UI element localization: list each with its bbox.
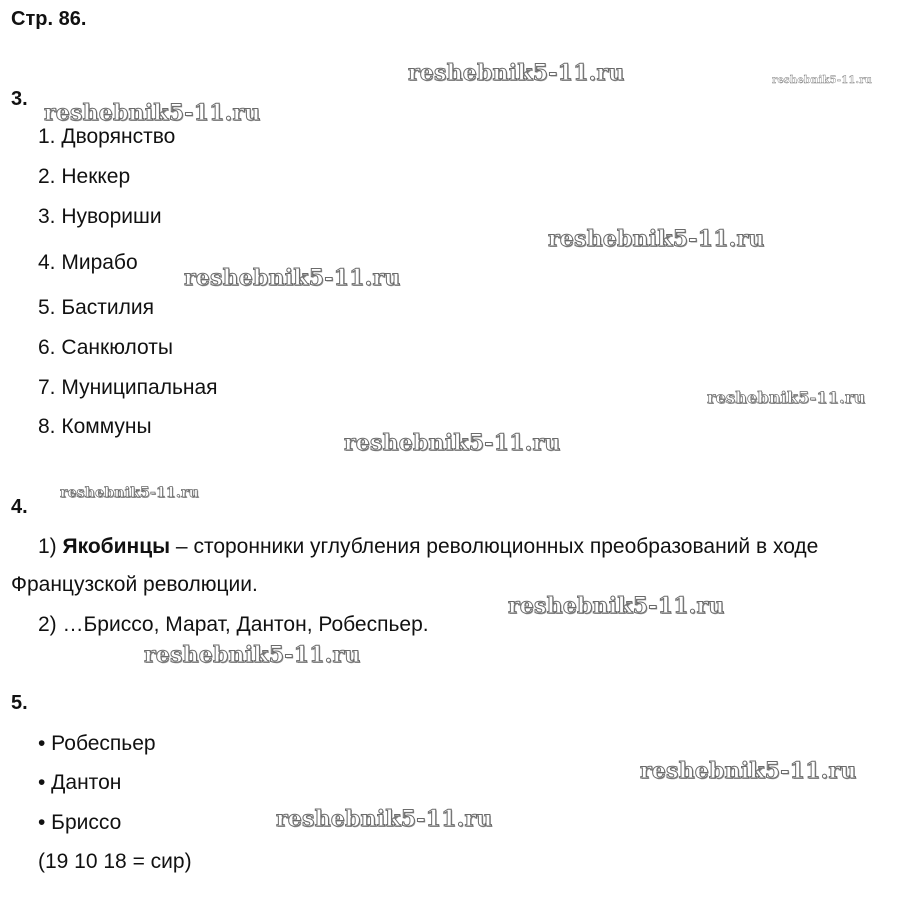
watermark: reshebnik5-11.ru: [60, 485, 199, 501]
task3-number: 3.: [11, 88, 28, 110]
task5-note: (19 10 18 = сир): [38, 850, 192, 873]
task5-number: 5.: [11, 692, 28, 714]
watermark: reshebnik5-11.ru: [707, 388, 866, 407]
watermark: reshebnik5-11.ru: [276, 806, 493, 832]
watermark: reshebnik5-11.ru: [772, 75, 873, 86]
task4-line1: [38, 535, 818, 559]
task4-line2: 2) …Бриссо, Марат, Дантон, Робеспьер.: [38, 613, 429, 636]
task3-item: 5. Бастилия: [38, 296, 155, 319]
task4-definition: – сторонники углубления революционных преобразований в ходе: [170, 535, 819, 558]
task3-item: 3. Нувориши: [38, 205, 162, 228]
watermark: reshebnik5-11.ru: [548, 226, 765, 252]
watermark: reshebnik5-11.ru: [408, 60, 625, 86]
watermark: reshebnik5-11.ru: [184, 265, 401, 291]
task4-number: 4.: [11, 496, 28, 518]
task4-line1-continuation: Французской революции.: [11, 573, 258, 596]
watermark: reshebnik5-11.ru: [144, 642, 361, 668]
task4-prefix: 1): [38, 535, 63, 558]
watermark: reshebnik5-11.ru: [640, 758, 857, 784]
watermark: reshebnik5-11.ru: [508, 593, 725, 619]
task3-item: 2. Неккер: [38, 165, 131, 188]
task3-item: 6. Санкюлоты: [38, 336, 173, 359]
task5-bullet: • Дантон: [38, 771, 122, 794]
watermark: reshebnik5-11.ru: [44, 100, 261, 126]
task4-term: Якобинцы: [62, 535, 171, 558]
task3-item: 7. Муниципальная: [38, 376, 218, 399]
watermark: reshebnik5-11.ru: [344, 430, 561, 456]
task3-item: 1. Дворянство: [38, 125, 176, 148]
task5-bullet: • Робеспьер: [38, 732, 156, 755]
task3-item: 4. Мирабо: [38, 251, 138, 274]
task3-item: 8. Коммуны: [38, 415, 152, 438]
task5-bullet: • Бриссо: [38, 811, 122, 834]
page-title: Стр. 86.: [11, 8, 87, 30]
